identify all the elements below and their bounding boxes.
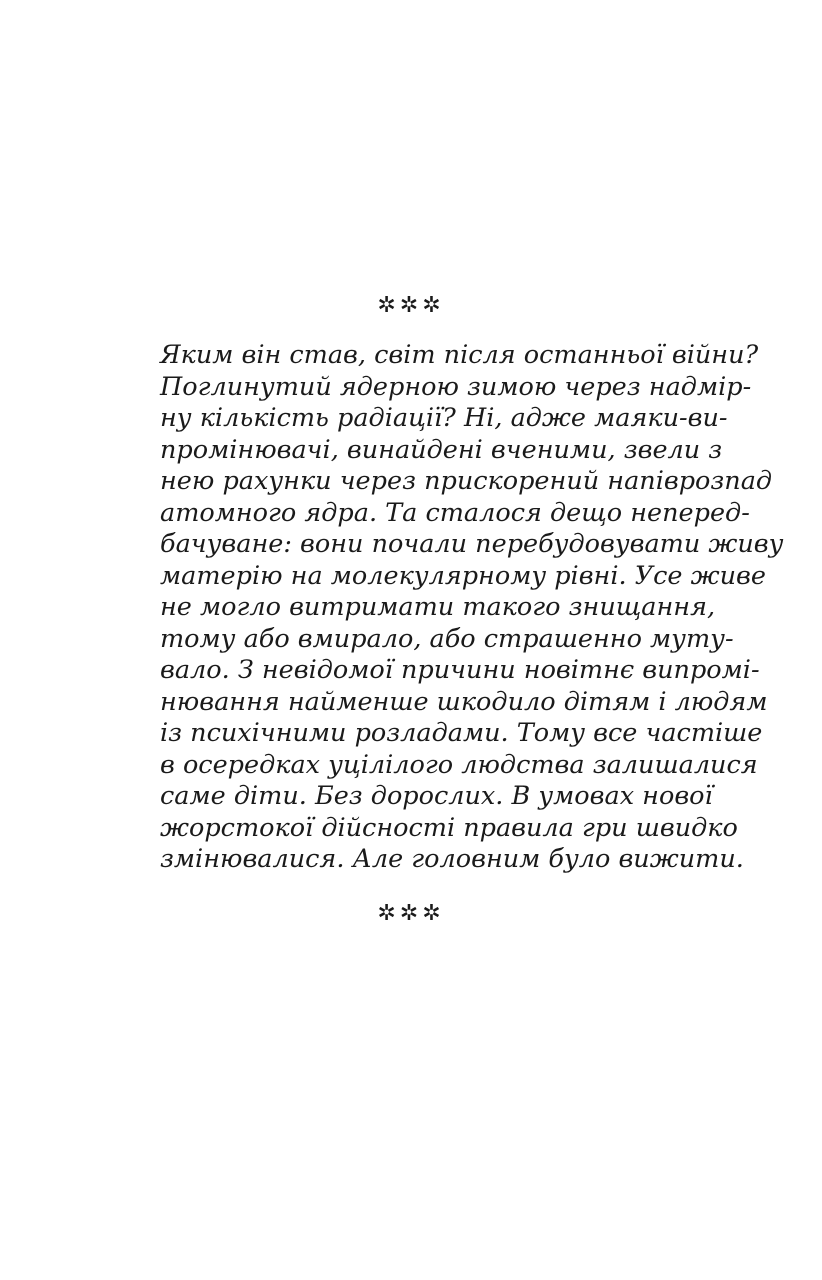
text-line: саме діти. Без дорослих. В умовах нової <box>160 781 713 811</box>
text-line-last: змінювалися. Але головним було вижити. <box>160 844 744 874</box>
text-line: нювання найменше шкодило дітям і людям <box>160 686 768 717</box>
text-line: в осередках уцілілого людства залишалися <box>160 749 758 780</box>
text-line: атомного ядра. Та сталося дещо неперед- <box>160 497 750 528</box>
text-line: промінювачі, винайдені вченими, звели з <box>160 434 723 465</box>
text-line: матерію на молекулярному рівні. Усе живе <box>160 560 766 591</box>
text-line: бачуване: вони почали перебудовувати живу <box>160 529 784 559</box>
section-divider-top: ✲✲✲ <box>377 293 445 318</box>
body-text <box>160 340 784 876</box>
text-line: нею рахунки через прискорений напіврозпад <box>160 466 773 496</box>
text-line: Яким він став, світ після останньої війни? <box>160 340 759 370</box>
text-line: тому або вмирало, або страшенно муту- <box>160 623 734 654</box>
section-divider-bottom: ✲✲✲ <box>377 901 445 926</box>
text-line: ну кількість радіації? Ні, адже маяки-ви- <box>160 403 728 433</box>
text-line: жорстокої дійсності правила гри швидко <box>160 812 738 843</box>
text-line: вало. З невідомої причини новітнє випромі- <box>160 655 760 685</box>
text-line: із психічними розладами. Тому все частіше <box>160 718 763 748</box>
text-line: Поглинутий ядерною зимою через надмір- <box>160 371 752 402</box>
text-line: не могло витримати такого знищання, <box>160 592 716 622</box>
